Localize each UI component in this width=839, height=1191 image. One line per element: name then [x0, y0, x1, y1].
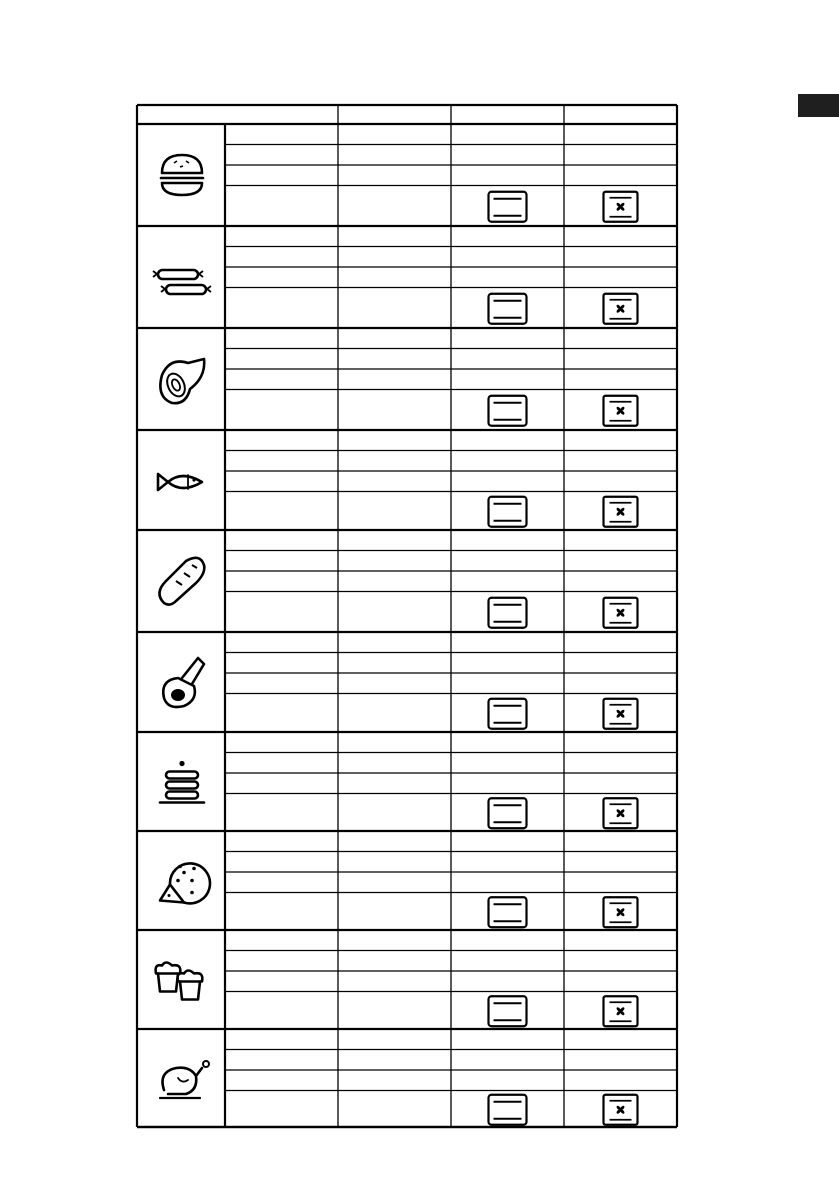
food-group-roast-chicken	[137, 1029, 677, 1127]
pizza-icon	[160, 863, 210, 903]
fan-oven-icon	[604, 798, 638, 828]
fan-oven-icon	[604, 294, 638, 324]
fan-oven-icon	[604, 897, 638, 927]
muffins-icon	[156, 963, 203, 1000]
roast-chicken-icon	[160, 1061, 209, 1098]
top-bottom-heat-icon	[489, 192, 527, 222]
top-bottom-heat-icon	[489, 598, 527, 628]
top-bottom-heat-icon	[489, 996, 527, 1026]
fan-oven-icon	[604, 497, 638, 527]
top-bottom-heat-icon	[489, 1095, 527, 1125]
food-group-sausages	[137, 226, 677, 328]
ham-icon	[160, 359, 204, 403]
fan-oven-icon	[604, 598, 638, 628]
food-group-meat	[137, 632, 677, 732]
fan-oven-icon	[604, 1095, 638, 1125]
food-group-muffins	[137, 930, 677, 1029]
meat-cut-icon	[163, 658, 204, 707]
food-group-ham	[137, 328, 677, 430]
header-row	[137, 105, 677, 124]
fan-oven-icon	[604, 699, 638, 729]
top-bottom-heat-icon	[489, 294, 527, 324]
top-bottom-heat-icon	[489, 497, 527, 527]
fan-oven-icon	[604, 996, 638, 1026]
burger-icon	[161, 155, 203, 195]
food-group-bread	[137, 530, 677, 632]
bread-icon	[159, 558, 204, 605]
food-group-pizza	[137, 831, 677, 930]
fish-icon	[158, 474, 202, 490]
top-bottom-heat-icon	[489, 897, 527, 927]
sausages-icon	[153, 270, 211, 294]
top-bottom-heat-icon	[489, 396, 527, 426]
food-group-fish	[137, 430, 677, 530]
food-group-pancakes	[137, 732, 677, 831]
top-bottom-heat-icon	[489, 699, 527, 729]
top-bottom-heat-icon	[489, 798, 527, 828]
food-group-burger	[137, 124, 677, 226]
fan-oven-icon	[604, 396, 638, 426]
fan-oven-icon	[604, 192, 638, 222]
pancakes-icon	[160, 761, 204, 803]
